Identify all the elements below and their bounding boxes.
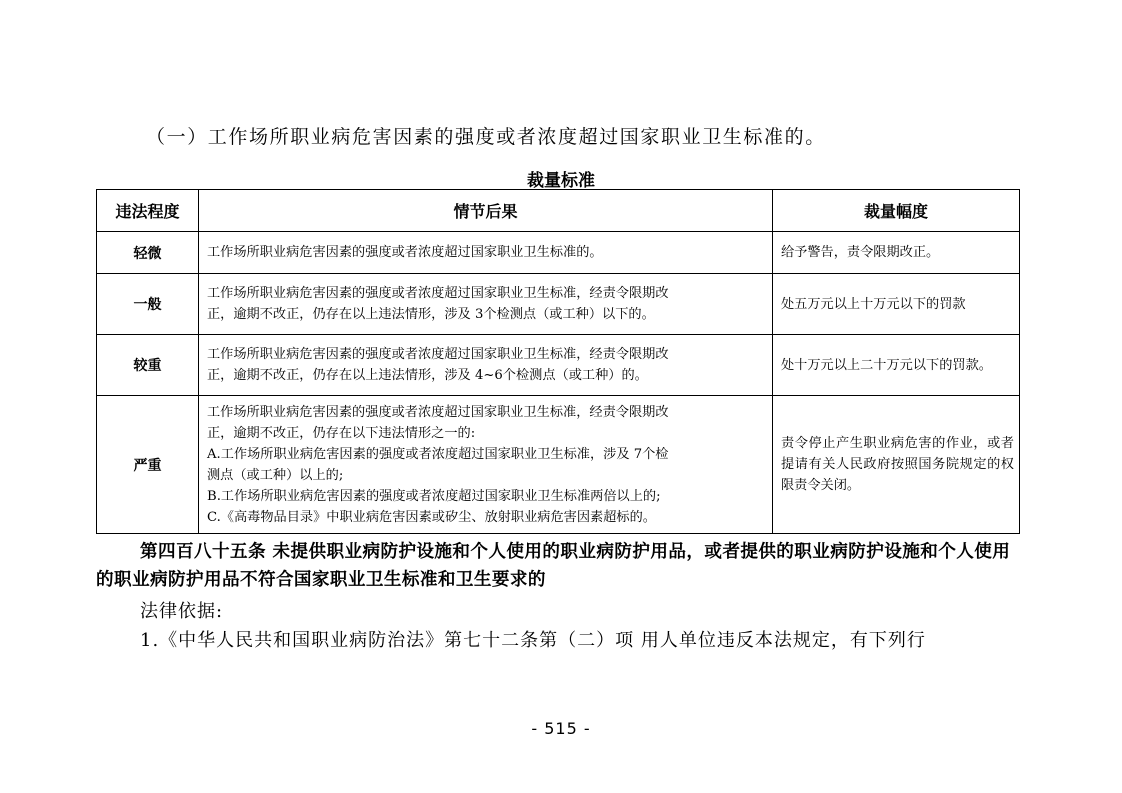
table-row bbox=[97, 335, 1020, 396]
intro-paragraph: （一）工作场所职业病危害因素的强度或者浓度超过国家职业卫生标准的。 bbox=[146, 126, 826, 148]
level-cell: 严重 bbox=[97, 396, 199, 534]
table-row bbox=[97, 274, 1020, 335]
circumstance-line: A.工作场所职业病危害因素的强度或者浓度超过国家职业卫生标准，涉及 7个检 bbox=[207, 446, 669, 462]
article-heading: 第四百八十五条 未提供职业病防护设施和个人使用的职业病防护用品，或者提供的职业病防护设施和个人使用的职业病防护用品不符合国家职业卫生标准和卫生要求的 bbox=[96, 542, 1011, 590]
level-cell: 轻微 bbox=[97, 232, 199, 274]
penalty-cell: 处五万元以上十万元以下的罚款 bbox=[773, 274, 1020, 335]
penalty-cell: 给予警告，责令限期改正。 bbox=[773, 232, 1020, 274]
penalty-cell: 处十万元以上二十万元以下的罚款。 bbox=[773, 335, 1020, 396]
discretion-standard-table bbox=[96, 189, 1020, 534]
circumstance-line: 正，逾期不改正，仍存在以上违法情形，涉及 3个检测点（或工种）以下的。 bbox=[207, 307, 655, 322]
table-row bbox=[97, 232, 1020, 274]
level-cell: 较重 bbox=[97, 335, 199, 396]
circumstance-cell bbox=[199, 274, 773, 335]
circumstance-cell bbox=[199, 335, 773, 396]
circumstance-line: B.工作场所职业病危害因素的强度或者浓度超过国家职业卫生标准两倍以上的; bbox=[207, 488, 661, 504]
level-cell: 一般 bbox=[97, 274, 199, 335]
circumstance-line: 工作场所职业病危害因素的强度或者浓度超过国家职业卫生标准，经责令限期改 bbox=[207, 404, 669, 420]
table-row bbox=[97, 396, 1020, 534]
circumstance-line: 工作场所职业病危害因素的强度或者浓度超过国家职业卫生标准，经责令限期改 bbox=[207, 286, 669, 301]
header-penalty-range: 裁量幅度 bbox=[773, 190, 1020, 232]
header-circumstances: 情节后果 bbox=[199, 190, 773, 232]
circumstance-line: 工作场所职业病危害因素的强度或者浓度超过国家职业卫生标准的。 bbox=[207, 245, 603, 260]
legal-basis-label: 法律依据: bbox=[140, 601, 224, 622]
header-level: 违法程度 bbox=[97, 190, 199, 232]
page-number: - 515 - bbox=[531, 719, 591, 738]
circumstance-line: 测点（或工种）以上的; bbox=[207, 467, 344, 483]
circumstance-line: 正，逾期不改正，仍存在以下违法情形之一的: bbox=[207, 425, 476, 441]
circumstance-cell bbox=[199, 232, 773, 274]
table-header-row bbox=[97, 190, 1020, 232]
penalty-cell: 责令停止产生职业病危害的作业，或者提请有关人民政府按照国务院规定的权限责令关闭。 bbox=[773, 396, 1020, 534]
circumstance-cell bbox=[199, 396, 773, 534]
circumstance-line: 工作场所职业病危害因素的强度或者浓度超过国家职业卫生标准，经责令限期改 bbox=[207, 347, 669, 362]
circumstance-line: 正，逾期不改正，仍存在以上违法情形，涉及 4~6个检测点（或工种）的。 bbox=[207, 368, 648, 383]
law-citation: 1.《中华人民共和国职业病防治法》第七十二条第（二）项 用人单位违反本法规定，有下列行 bbox=[140, 630, 926, 651]
circumstance-line: C.《高毒物品目录》中职业病危害因素或矽尘、放射职业病危害因素超标的。 bbox=[207, 509, 656, 525]
table-caption: 裁量标准 bbox=[527, 171, 595, 191]
